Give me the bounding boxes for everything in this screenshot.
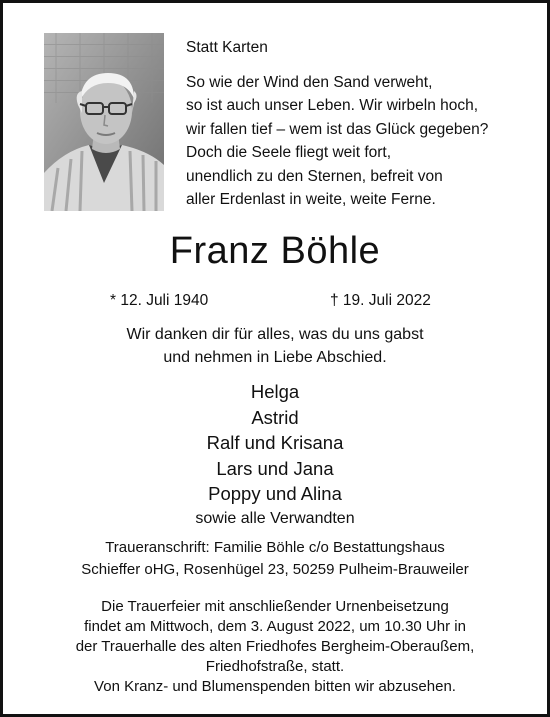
mourners-list — [3, 379, 547, 531]
intro-block — [186, 36, 536, 212]
portrait-photo — [44, 33, 164, 211]
deceased-name: Franz Böhle — [169, 230, 381, 272]
mourner: Ralf und Krisana — [206, 432, 344, 453]
poem-line: Doch die Seele fliegt weit fort, — [186, 144, 392, 161]
mourner: Poppy und Alina — [208, 483, 342, 504]
intro-heading: Statt Karten — [186, 39, 268, 56]
thanks-line: und nehmen in Liebe Abschied. — [163, 349, 387, 366]
thanks-text — [3, 323, 547, 369]
poem-line: aller Erdenlast in weite, weite Ferne. — [186, 191, 436, 208]
mourning-address — [3, 537, 547, 581]
poem-line: so ist auch unser Leben. Wir wirbeln hoch, — [186, 97, 479, 114]
thanks-line: Wir danken dir für alles, was du uns gabst — [126, 326, 424, 343]
birth-date: * 12. Juli 1940 — [110, 292, 209, 309]
poem-line: So wie der Wind den Sand verweht, — [186, 73, 433, 91]
mourner: Astrid — [251, 406, 299, 428]
address-line: Schieffer oHG, Rosenhügel 23, 50259 Pulheim-Brauweiler — [81, 561, 469, 578]
service-line: Die Trauerfeier mit anschließender Urnenbeisetzung — [101, 598, 449, 615]
mourner: Helga — [250, 381, 300, 402]
service-line: findet am Mittwoch, dem 3. August 2022, um 10.30 Uhr in — [84, 618, 466, 635]
death-date: † 19. Juli 2022 — [330, 292, 431, 309]
mourner: Lars und Jana — [216, 457, 334, 479]
relatives-line: sowie alle Verwandten — [195, 509, 355, 527]
poem-line: wir fallen tief – wem ist das Glück gegeben? — [186, 120, 489, 138]
poem-line: unendlich zu den Sternen, befreit von — [186, 167, 443, 185]
funeral-service-info — [3, 597, 547, 697]
service-line: Friedhofstraße, statt. — [205, 658, 345, 675]
service-line: der Trauerhalle des alten Friedhofes Bergheim-Oberaußem, — [75, 638, 475, 655]
service-line: Von Kranz- und Blumenspenden bitten wir abzusehen. — [94, 678, 456, 695]
address-line: Traueranschrift: Familie Böhle c/o Bestattungshaus — [105, 539, 445, 556]
